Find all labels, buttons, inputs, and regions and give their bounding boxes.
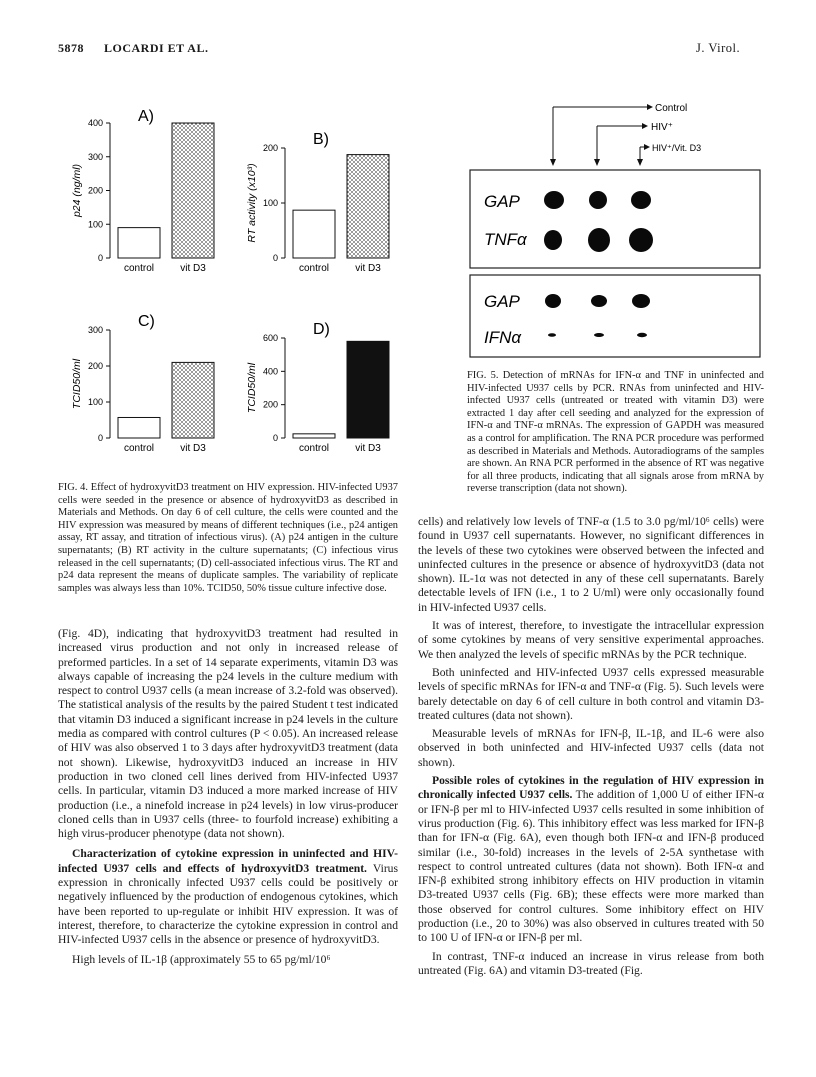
paragraph-il1b: High levels of IL-1β (approximately 55 to 65 pg/ml/10⁶ [72,952,331,966]
figure-4-charts [55,95,400,480]
panel-d-tick-label: 400 [262,366,278,377]
panel-a-tick-label: 400 [87,118,103,128]
figure-5-caption [467,370,764,496]
figure-4-caption-label: FIG. 4. [58,482,88,493]
band-tnf-control [544,230,562,250]
panel-c-category-label: vit D3 [180,443,206,454]
running-authors: LOCARDI ET AL. [104,41,209,55]
paragraph-results-continued: (Fig. 4D), indicating that hydroxyvitD3 treatment had resulted in increased virus production and not only in increased release of preformed particles. In a set of 14 separate experiments, vitamin D3 was always capable of increasing the p24 levels in the culture medium with respect to control U937 cells (a mean increase of 3.2-fold was observed). The statistical analysis of the results by the paired Student t test indicated that vitamin D3 induced a significant increase in p24 levels in the culture media as compared with control cultures (P < 0.05). An increased release of HIV was also observed 1 to 3 days after hydroxyvitD3 treatment (data not shown). Likewise, hydroxyvitD3 induced an increase in HIV production in two cloned cell lines derived from HIV-infected U937 cells. In particular, vitamin D3 induced a more marked increase of HIV production (i.e., a ninefold increase in p24 levels) in low virus-producer cloned cells than in U937 cells (three- to fourfold increase) exhibiting a high virus-producer phenotype (data not shown). [58,627,399,841]
paragraph-other-mrnas: Measurable levels of mRNAs for IFN-β, IL-1β, and IL-6 were also observed in both uninfected and HIV-infected U937 cells (data not shown). [418,727,764,769]
panel-c-tick-label: 300 [87,325,103,335]
panel-c-category-label: control [123,443,155,454]
paragraph-mrna-levels: Both uninfected and HIV-infected U937 cells expressed measurable levels of specific mRNAs for IFN-α and TNF-α (Fig. 5). Such levels were barely detectable on day 6 of cell culture in both control and vitamin D3-treated cultures (data not shown). [418,665,764,722]
paragraph-cytokine-levels: cells) and relatively low levels of TNF-α (1.5 to 3.0 pg/ml/10⁶ cells) were found in U937 cell supernatants. However, no significant differences in the levels of these two cytokines were observed between the infected and uninfected cultures in the presence or absence of hydroxyvitD3 (data not shown). IL-1α was not detected in any of these cell supernatants. Barely detectable levels of IFN (i.e., 1 to 2 U/ml) were only occasionally found in HIV-infected U937 cells. [418,515,764,614]
paragraph-cytokine-text: Virus expression in chronically infected U937 cells could be positively or negatively influenced by the production of endogenous cytokines, which have been reported to up-regulate or inhibit HIV expression. It was of interest, therefore, to characterize the cytokine expression in control and HIV-infected U937 cells in the absence or presence of hydroxyvitD3. [58,861,398,947]
panel-d-tick-label: 0 [272,433,278,443]
band-gap-hiv [589,191,607,209]
panel-d-label: D) [313,321,330,338]
blot-label-gap-top: GAP [484,192,520,211]
blot-label-gap-bottom: GAP [484,292,520,311]
band-gap2-hiv-vitd3 [632,294,650,308]
panel-d-category-label: control [298,443,330,454]
panel-b-tick-label: 100 [262,198,278,208]
blot-label-ifn: IFNα [484,328,522,347]
lane-label-control: Control [655,103,688,114]
panel-c-tick-label: 100 [87,397,103,407]
panel-a-y-label: p24 (ng/ml) [71,163,83,218]
band-gap-hiv-vitd3 [631,191,651,209]
band-ifn-hiv-vitd3 [637,333,647,337]
panel-c-label: C) [138,313,155,330]
band-gap-control [544,191,564,209]
paragraph-tnf: In contrast, TNF-α induced an increase in virus release from both untreated (Fig. 6A) and vitamin D3-treated (Fig. [418,949,764,977]
lane-label-hiv-vitd3: HIV⁺/Vit. D3 [652,143,702,153]
panel-b-label: B) [313,131,329,148]
panel-a-category-label: vit D3 [180,263,206,274]
panel-a-tick-label: 100 [87,219,103,230]
figure-4-caption [58,482,398,595]
band-tnf-hiv-vitd3 [629,228,653,252]
panel-c-tick-label: 200 [87,361,103,371]
panel-a-tick-label: 200 [87,185,103,196]
panel-b-tick-label: 0 [272,253,278,263]
panel-b-category-label: control [298,263,330,274]
panel-a-label: A) [138,108,154,125]
paragraph-cytokine-roles-text: The addition of 1,000 U of either IFN-α or IFN-β per ml to HIV-infected U937 cells resulted in some inhibition of virus production (Fig. 6). This inhibitory effect was less marked for IFN-β than for IFN-α (Fig. 6A), even though both IFN-α and IFN-β produced similar (i.e., 30-fold) increases in the levels of 2-5A synthetase with respect to control untreated cultures (data not shown). Both IFN-α and IFN-β exhibited strong inhibitory effects on HIV production in vitamin D3-treated U937 cells (Fig. 6B); these effects were more marked than those observed for control cultures. Some inhibitory effect on HIV production (i.e., 20 to 30%) was also observed in cultures treated with 50 to 100 U of IFN-α or IFN-β per ml. [418,788,764,945]
panel-c-bar-control [118,417,160,438]
panel-b-y-label: RT activity (x10³) [246,163,258,243]
panel-d-bar-vitd3 [347,341,389,438]
panel-d-tick-label: 600 [262,333,278,343]
panel-a-bar-control [118,228,160,258]
figure-5-caption-text: Detection of mRNAs for IFN-α and TNF in uninfected and HIV-infected U937 cells by PCR. RNAs from uninfected and HIV-infected U937 cells (untreated or treated with vitamin D3) were extracted 1 day after cell seeding and analyzed for the expression of IFN-α and TNF-α mRNAs. The expression of GAPDH was measured as a control for amplification. The RNA PCR procedure was performed as described in Materials and Methods. Autoradiograms of the samples are shown. An RNA PCR performed in the absence of RT was negative for all three products, indicating that all signals arose from mRNA by reverse transcription (data not shown). [467,370,764,495]
panel-c-bar-vitd3 [172,362,214,438]
figure-5-autoradiogram [462,95,762,365]
paragraph-cytokine-roles [418,774,764,946]
journal-name: J. Virol. [696,41,741,55]
band-gap2-hiv [591,295,607,307]
lane-brackets [550,104,653,166]
panel-d-y-label: TCID50/ml [246,362,258,414]
panel-b-tick-label: 200 [262,143,278,153]
left-column [58,627,398,967]
band-ifn-control [548,333,556,337]
band-tnf-hiv [588,228,610,252]
right-column [418,515,764,978]
panel-b-bar-vitd3 [347,155,389,258]
section-heading-cytokine-roles: Possible roles of cytokines in the regulation of HIV expression in chronically infected U937 cells. [418,774,764,802]
panel-c-y-label: TCID50/ml [71,358,83,410]
panel-d-bar-control [293,434,335,438]
panel-b-category-label: vit D3 [355,263,381,274]
page-number: 5878 [58,41,84,55]
lane-label-hiv: HIV⁺ [651,122,673,133]
panel-d-category-label: vit D3 [355,443,381,454]
panel-a-bar-vitd3 [172,123,214,258]
panel-a-tick-label: 300 [87,151,103,162]
figure-5-caption-label: FIG. 5. [467,370,499,381]
panel-b-bar-control [293,210,335,258]
figure-4-caption-text: Effect of hydroxyvitD3 treatment on HIV expression. HIV-infected U937 cells were seeded in the presence or absence of hydroxyvitD3 as described in Materials and Methods. On day 6 of cell culture, the cells were counted and the HIV expression was measured by means of different techniques (i.e., p24 antigen assay, RT assay, and titration of infectious virus). (A) p24 antigen in the culture supernatants; (B) RT activity in the culture supernatants; (C) infectious virus released in the cell supernatants; (D) cell-associated infectious virus. The RT and p24 data represent the means of duplicate samples. The variability of replicate samples was always less than 10%. TCID50, 50% tissue culture infective dose. [58,482,398,594]
panel-a-tick-label: 0 [97,253,103,263]
blot-panel-top [470,170,760,268]
panel-a-category-label: control [123,263,155,274]
panel-d-tick-label: 200 [262,399,278,410]
blot-bands [544,191,653,337]
section-heading-cytokine-characterization: Characterization of cytokine expression in uninfected and HIV-infected U937 cells and effects of hydroxyvitD3 treatment. [58,847,398,875]
paragraph-intracellular: It was of interest, therefore, to investigate the intracellular expression of some cytokines by means of very sensitive experimental approaches. We then analyzed the levels of specific mRNAs by the PCR technique. [418,619,764,661]
blot-label-tnf: TNFα [484,230,527,249]
panel-c-tick-label: 0 [97,433,103,443]
band-gap2-control [545,294,561,308]
paragraph-cytokine-characterization [58,847,398,947]
band-ifn-hiv [594,333,604,337]
